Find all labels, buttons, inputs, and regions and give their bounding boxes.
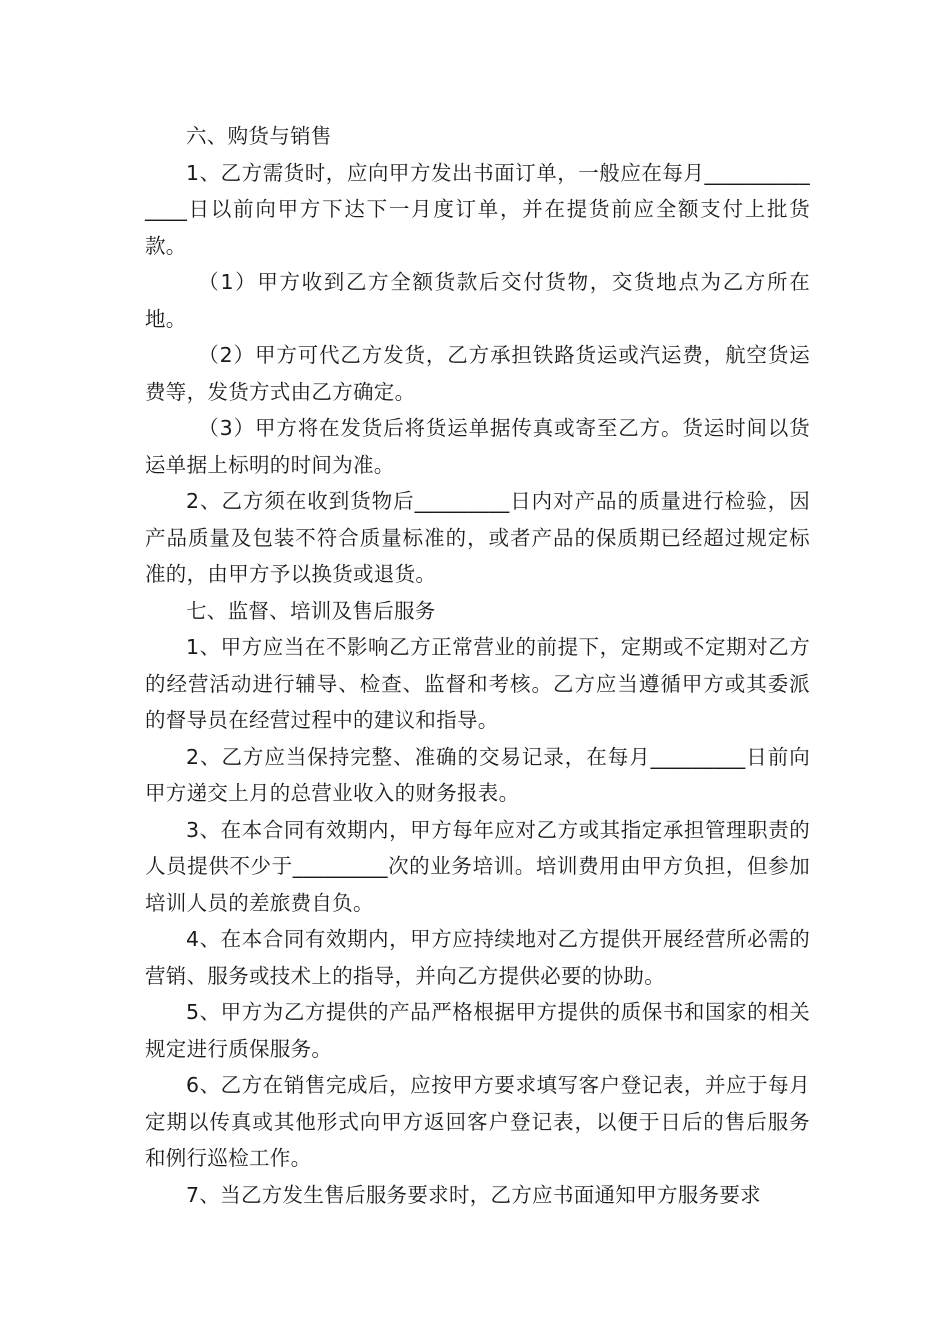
fill-in-blank: _________ — [414, 489, 510, 513]
paragraph-text: 4、在本合同有效期内，甲方应持续地对乙方提供开展经营所必需的营销、服务或技术上的指导，并向乙方提供必要的协助。 — [145, 927, 810, 988]
paragraph-text: 3、在本合同有效期内，甲方每年应对乙方或其指定承担管理职责的人员提供不少于 — [145, 817, 810, 878]
paragraph-text: （2）甲方可代乙方发货，乙方承担铁路货运或汽运费，航空货运费等，发货方式由乙方确定。 — [145, 343, 810, 404]
paragraph-text: 次的业务培训。培训费用由甲方负担，但参加培训人员的差旅费自负。 — [145, 854, 810, 915]
section-7-item-7 — [145, 1177, 810, 1214]
section-6-item-1-sub-1 — [145, 264, 810, 337]
section-6-item-1 — [145, 155, 810, 265]
paragraph-text: 1、甲方应当在不影响乙方正常营业的前提下，定期或不定期对乙方的经营活动进行辅导、检查、监督和考核。乙方应当遵循甲方或其委派的督导员在经营过程中的建议和指导。 — [145, 635, 810, 732]
section-7-item-5 — [145, 994, 810, 1067]
paragraph-text: 七、监督、培训及售后服务 — [186, 598, 436, 623]
section-7-heading — [145, 593, 810, 630]
fill-in-blank: _________ — [292, 854, 388, 878]
paragraph-text: 2、乙方应当保持完整、准确的交易记录，在每月 — [186, 744, 651, 769]
section-7-item-3 — [145, 812, 810, 922]
paragraph-text: 日以前向甲方下达下一月度订单，并在提货前应全额支付上批货款。 — [145, 197, 810, 258]
document-body — [145, 118, 810, 1213]
section-6-item-1-sub-3 — [145, 410, 810, 483]
section-7-item-6 — [145, 1067, 810, 1177]
paragraph-text: 5、甲方为乙方提供的产品严格根据甲方提供的质保书和国家的相关规定进行质保服务。 — [145, 1000, 810, 1061]
paragraph-text: 7、当乙方发生售后服务要求时，乙方应书面通知甲方服务要求 — [186, 1182, 761, 1207]
section-7-item-1 — [145, 629, 810, 739]
paragraph-text: 日前向甲方递交上月的总营业收入的财务报表。 — [145, 744, 810, 805]
section-6-item-1-sub-2 — [145, 337, 810, 410]
paragraph-text: 6、乙方在销售完成后，应按甲方要求填写客户登记表，并应于每月定期以传真或其他形式向甲方返回客户登记表，以便于日后的售后服务和例行巡检工作。 — [145, 1073, 810, 1170]
paragraph-text: 1、乙方需货时，应向甲方发出书面订单，一般应在每月 — [186, 160, 705, 185]
fill-in-blank: ______________ — [145, 160, 810, 221]
paragraph-text: （1）甲方收到乙方全额货款后交付货物，交货地点为乙方所在地。 — [145, 270, 810, 331]
section-6-heading — [145, 118, 810, 155]
fill-in-blank: _________ — [650, 744, 746, 769]
paragraph-text: （3）甲方将在发货后将货运单据传真或寄至乙方。货运时间以货运单据上标明的时间为准。 — [145, 416, 810, 477]
paragraph-text: 2、乙方须在收到货物后 — [186, 489, 415, 513]
paragraph-text: 日内对产品的质量进行检验，因产品质量及包装不符合质量标准的，或者产品的保质期已经超过规定标准的，由甲方予以换货或退货。 — [145, 489, 811, 586]
paragraph-text: 六、购货与销售 — [186, 124, 332, 148]
section-7-item-4 — [145, 921, 810, 994]
section-6-item-2 — [145, 483, 810, 593]
section-7-item-2 — [145, 739, 810, 812]
